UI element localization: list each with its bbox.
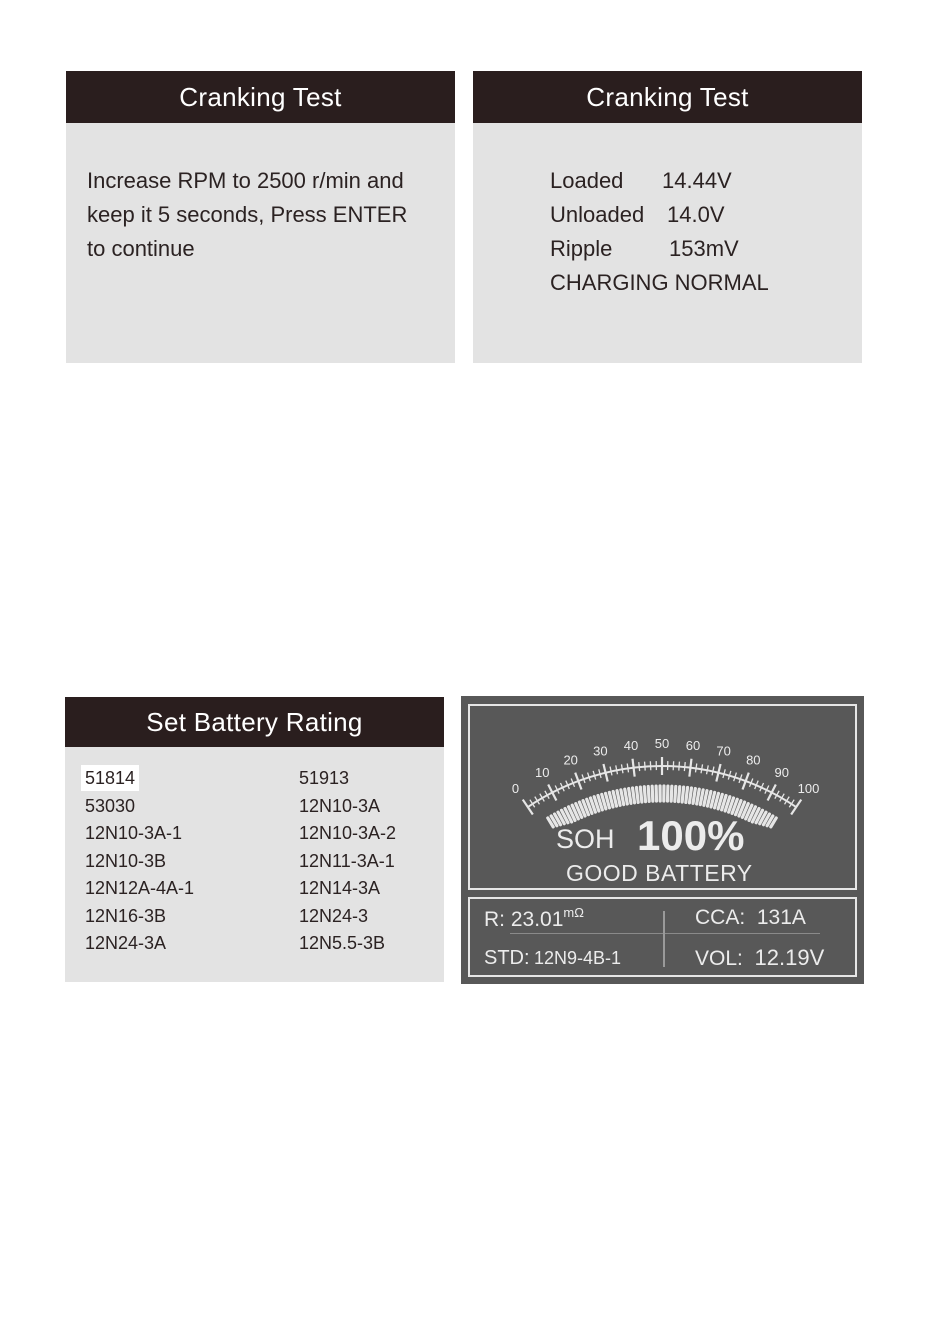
- rating-option[interactable]: 12N10-3A-1: [85, 823, 183, 843]
- cca-value: 131A: [756, 906, 806, 929]
- rating-option[interactable]: 12N24-3A: [85, 933, 167, 953]
- scale-label: 20: [563, 752, 578, 768]
- level-segment: [621, 790, 624, 805]
- scale-minor-tick: [679, 762, 680, 771]
- divider: [663, 911, 665, 967]
- level-segment: [644, 787, 645, 802]
- level-segment: [693, 789, 695, 804]
- instruction-text: [87, 164, 407, 266]
- cca-label: CCA:: [695, 906, 746, 929]
- scale-minor-tick: [639, 762, 640, 771]
- rating-option[interactable]: 12N10-3A: [299, 795, 381, 816]
- rating-option[interactable]: 12N10-3B: [85, 850, 167, 871]
- screen-title: Cranking Test: [473, 71, 862, 123]
- scale-label: 70: [716, 743, 731, 759]
- level-segment: [652, 786, 653, 801]
- result-row-ripple: [550, 232, 769, 266]
- screen-title: Set Battery Rating: [65, 697, 444, 747]
- scale-minor-tick: [616, 765, 618, 774]
- result-label: Loaded: [550, 168, 624, 193]
- scale-minor-tick: [707, 765, 709, 774]
- rating-option[interactable]: 12N10-3A-2: [299, 823, 397, 843]
- standard-value: 12N9-4B-1: [534, 948, 622, 968]
- level-segment: [704, 791, 707, 806]
- resistance-reading: [484, 905, 584, 932]
- rating-option[interactable]: 12N14-3A: [299, 878, 381, 898]
- scale-label: 90: [774, 764, 789, 780]
- level-segment: [682, 787, 683, 802]
- result-list: [550, 164, 769, 300]
- cranking-test-result-screen: [473, 71, 862, 363]
- standard-reading: [484, 947, 621, 970]
- resistance-label: R:: [484, 908, 505, 931]
- readings-panel: [468, 897, 857, 977]
- scale-label: 80: [746, 752, 761, 768]
- battery-status: GOOD BATTERY: [566, 860, 753, 886]
- level-segment: [633, 788, 635, 803]
- rating-option[interactable]: 12N11-3A-1: [299, 850, 395, 871]
- cranking-test-instruction-screen: [66, 71, 455, 363]
- result-label: Unloaded: [550, 202, 645, 227]
- voltage-reading: [695, 945, 824, 971]
- rating-option[interactable]: 51913: [299, 768, 350, 788]
- battery-test-result-screen: [461, 696, 864, 984]
- voltage-value: 12.19V: [754, 945, 825, 970]
- level-segment: [697, 789, 700, 804]
- scale-label: 10: [535, 764, 550, 780]
- charging-status: CHARGING NORMAL: [550, 270, 769, 295]
- result-value: 14.44V: [662, 168, 732, 193]
- resistance-value: 23.01: [510, 908, 564, 931]
- result-row-unloaded: [550, 198, 769, 232]
- scale-major-tick: [689, 759, 691, 777]
- scale-label: 100: [797, 780, 820, 796]
- scale-label: 30: [593, 743, 608, 759]
- level-segment: [625, 789, 628, 804]
- level-segment: [648, 786, 649, 801]
- scale-label: 50: [654, 736, 670, 751]
- level-segment: [675, 786, 676, 801]
- level-segment: [636, 787, 638, 802]
- rating-option[interactable]: 51814: [81, 765, 139, 791]
- standard-label: STD:: [484, 947, 530, 969]
- cca-reading: [695, 906, 806, 930]
- rating-option[interactable]: 12N5.5-3B: [299, 933, 386, 953]
- result-label: Ripple: [550, 236, 613, 261]
- level-segment: [671, 786, 672, 801]
- level-segment: [617, 791, 620, 806]
- level-segment: [629, 789, 631, 804]
- instruction-line-2: keep it 5 seconds, Press ENTER: [87, 202, 408, 227]
- voltage-label: VOL:: [695, 947, 743, 970]
- level-segment: [640, 787, 641, 802]
- rating-option[interactable]: 12N16-3B: [85, 905, 167, 926]
- instruction-line-1: Increase RPM to 2500 r/min and: [87, 168, 404, 193]
- scale-minor-tick: [695, 763, 696, 772]
- scale-minor-tick: [684, 762, 685, 771]
- level-segment: [686, 787, 688, 802]
- soh-label: SOH: [556, 824, 615, 854]
- scale-major-tick: [633, 759, 635, 777]
- gauge-panel: [468, 704, 857, 890]
- scale-label: 40: [623, 737, 639, 753]
- rating-option[interactable]: 12N12A-4A-1: [85, 878, 195, 898]
- scale-label: 60: [685, 737, 701, 753]
- instruction-line-3: to continue: [87, 236, 195, 261]
- rating-option[interactable]: 53030: [85, 795, 136, 816]
- scale-minor-tick: [621, 764, 622, 773]
- divider: [510, 933, 820, 934]
- level-segment: [678, 787, 679, 802]
- result-row-loaded: [550, 164, 769, 198]
- result-value: 14.0V: [667, 202, 725, 227]
- scale-minor-tick: [627, 763, 628, 772]
- rating-option[interactable]: 12N24-3: [299, 905, 369, 926]
- soh-value: 100%: [637, 812, 745, 859]
- result-value: 153mV: [669, 236, 739, 261]
- scale-minor-tick: [645, 762, 646, 771]
- level-segment: [700, 790, 703, 805]
- resistance-unit: mΩ: [563, 905, 584, 920]
- set-battery-rating-screen: [65, 697, 444, 982]
- scale-minor-tick: [701, 764, 702, 773]
- level-segment: [689, 788, 691, 803]
- scale-label: 0: [511, 780, 520, 796]
- screen-title: Cranking Test: [66, 71, 455, 123]
